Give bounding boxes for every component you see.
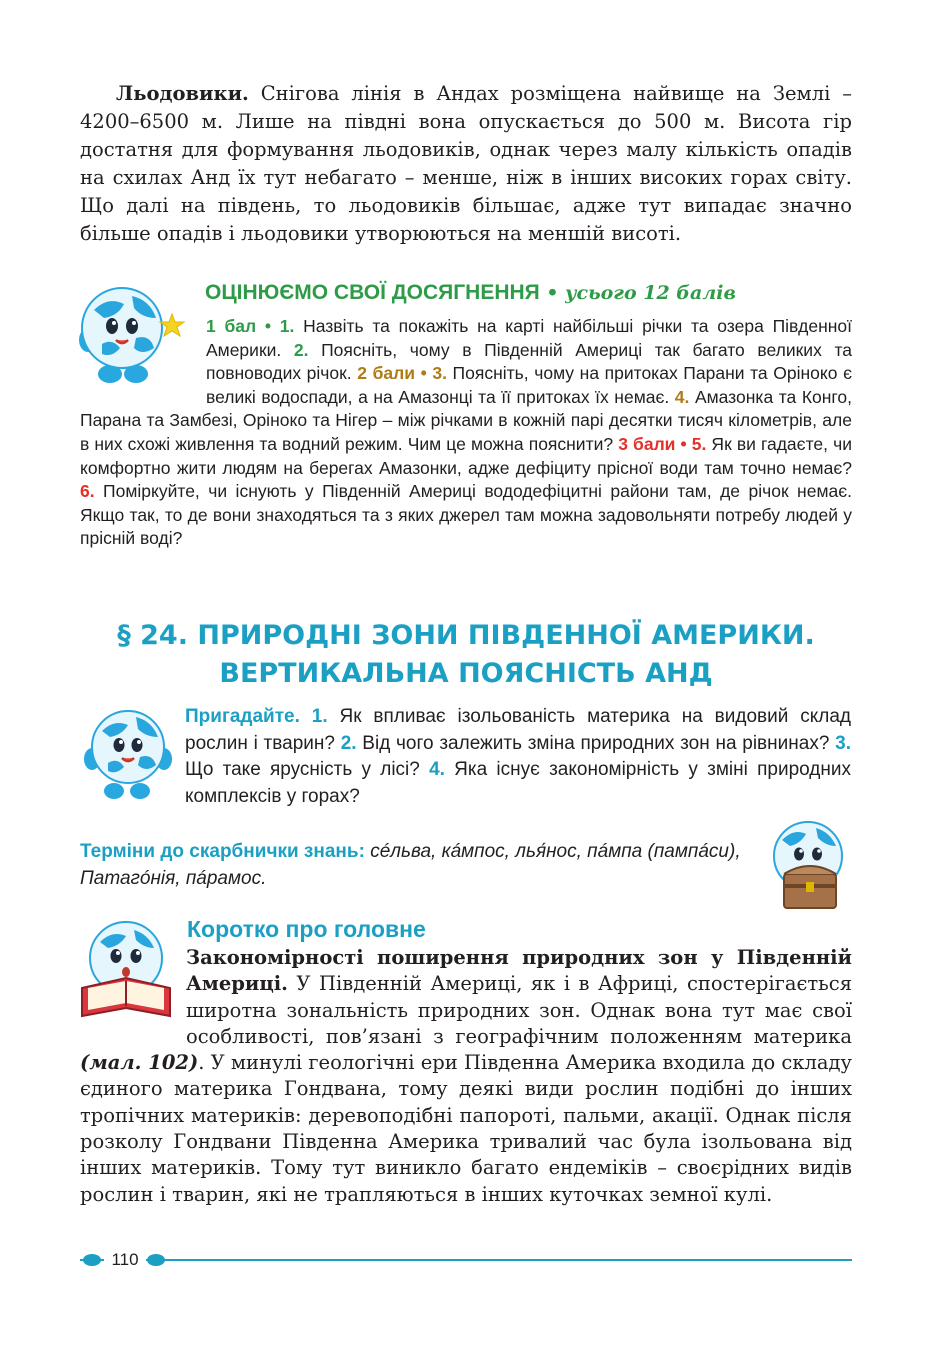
q6-text: Поміркуйте, чи існують у Південній Америці вододефіцитні райони там, де річок немає. Якщо так, то де вони знаходяться та з яких джерел там можна задовольняти потребу людей у прісній воді? [80, 481, 852, 549]
summary-text-1: У Південній Америці, як і в Африці, спостерігається широтна зональність природних зон. Однак вона тут має свої особливості, пов’язані з географічним положенням материка [186, 972, 852, 1048]
recall-n3: 3. [835, 732, 851, 754]
section-title-line2: ВЕРТИКАЛЬНА ПОЯСНІСТЬ АНД [219, 658, 713, 689]
recall-text [185, 704, 851, 810]
q5-points: 3 бали • 5. [618, 433, 707, 454]
summary-paragraph [80, 945, 852, 1208]
q4-text: Амазонка та Конго, Парана та Замбезі, Оріноко та Нігер – між річками в кожній парі десятки тисяч кілометрів, але в них схожі живлення та водний режим. Чим це можна пояснити? [80, 386, 852, 454]
q4-number: 4. [674, 386, 690, 407]
recall-q3: Що таке ярусність у лісі? [185, 759, 430, 780]
q1-text: Назвіть та покажіть на карті найбільші річки та озера Південної Америки. [206, 316, 853, 360]
summary-heading: Коротко про головне [187, 916, 426, 942]
section-title-line1: § 24. ПРИРОДНІ ЗОНИ ПІВДЕННОЇ АМЕРИКИ. [117, 620, 815, 651]
q6-number: 6. [80, 481, 95, 502]
assessment-total: • усього 12 балів [539, 282, 736, 304]
page-number: 110 [111, 1250, 139, 1269]
assessment-heading: ОЦІНЮЄМО СВОЇ ДОСЯГНЕННЯ [205, 281, 540, 304]
terms-label: Терміни до скарбнички знань: [80, 841, 365, 862]
glaciers-paragraph [80, 80, 852, 248]
assessment-questions [80, 315, 852, 551]
summary-block [80, 945, 852, 1208]
recall-q2: Від чого залежить зміна природних зон на рівнинах? [356, 732, 836, 754]
footer-rule [80, 1250, 852, 1270]
terms-block [80, 838, 760, 892]
assessment-heading-row [205, 280, 855, 306]
q5-text: Як ви гадаєте, чи комфортно жити людям на берегах Амазонки, адже дефіциту прісної води там точно немає? [80, 433, 852, 478]
summary-figure-ref: (мал. 102) [80, 1051, 199, 1075]
recall-block [185, 704, 851, 810]
q3-text: Поясніть, чому на притоках Парани та Оріноко є великі водоспади, а на Амазонці та її притоках їх немає. [206, 363, 852, 407]
recall-q4: Яка існує закономірність у зміні природних комплексів у горах? [185, 759, 851, 807]
glaciers-title: Льодовики. [116, 82, 249, 105]
globe-mascot-chest-icon [762, 818, 854, 912]
recall-n4: 4. [429, 759, 445, 780]
q2-text: Поясніть, чому в Південній Америці так багато великих та повноводих річок. [206, 339, 852, 384]
globe-mascot-icon [84, 705, 174, 801]
recall-n2: 2. [340, 732, 357, 754]
q1-points: 1 бал • 1. [206, 316, 295, 336]
summary-lead: Закономірності поширення природних зон у Південній Америці. [186, 946, 852, 996]
q2-number: 2. [293, 339, 309, 360]
glaciers-text: Снігова лінія в Андах розміщена найвище на Землі – 4200–6500 м. Лише на півдні вона опускається до 500 м. Висота гір достатня для формування льодовиків, однак через малу кількість опадів на схилах Анд їх тут небагато – менше, ніж в інших високих горах світу. Що далі на південь, то льодовиків більшає, адже тут випадає значно більше опадів і льодовики утворюються на меншій висоті. [80, 82, 852, 245]
q3-points: 2 бали • 3. [357, 363, 447, 384]
summary-text-2: . У минулі геологічні ери Південна Америка входила до складу єдиного материка Гондвана, тому деякі види рослин подібні до інших тропічних материків: деревоподібні папороті, пальми, акації. Однак після розколу Гондвани Південна Америка тривалий час була ізольована від інших материків. Тому тут виникло багато ендеміків – своєрідних видів рослин і тварин, які не трапляються в інших куточках земної кулі. [80, 1051, 852, 1206]
glaciers-block [80, 80, 852, 248]
terms-text [80, 838, 760, 892]
terms-list: céльва, кáмпос, лья́нос, пáмпа (пампáси), Патагóнія, пáрамос. [80, 841, 741, 889]
section-title [80, 617, 852, 693]
recall-label: Пригадайте. 1. [185, 706, 328, 727]
recall-q1: Як впливає ізольованість материка на видовий склад рослин і тварин? [185, 706, 851, 754]
